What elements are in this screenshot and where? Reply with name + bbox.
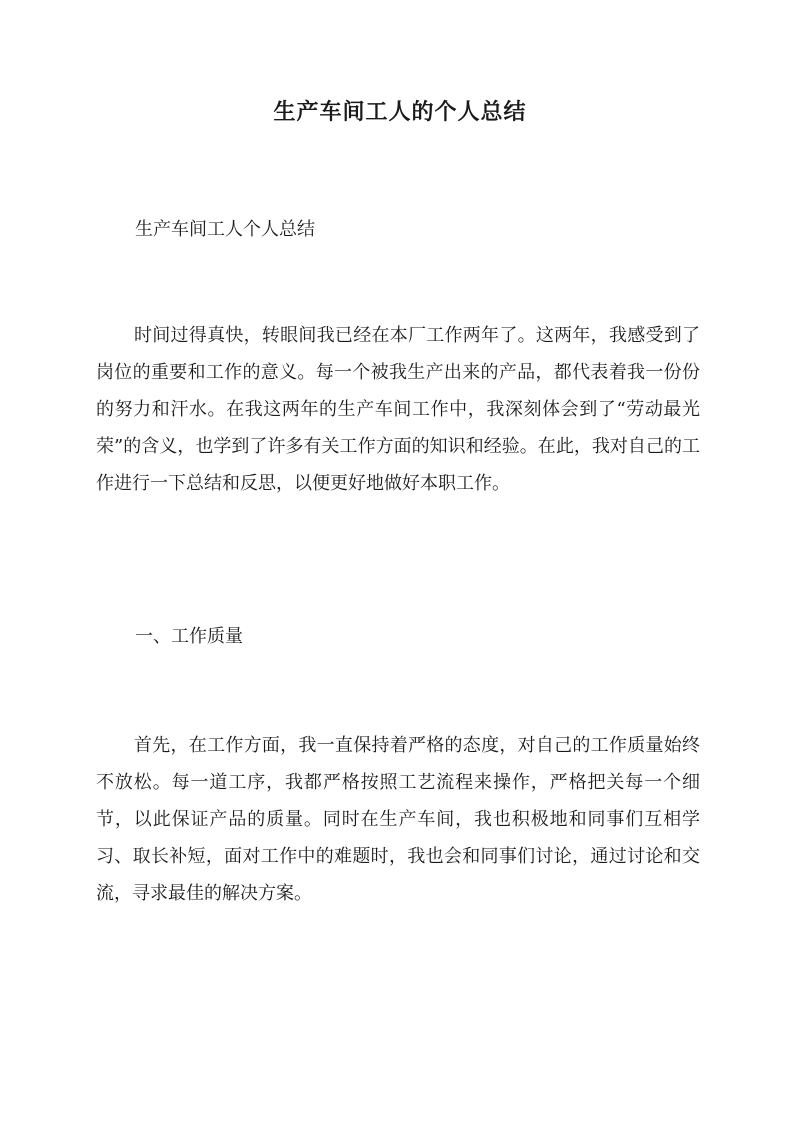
document-title: 生产车间工人的个人总结 bbox=[273, 99, 527, 125]
work-quality-paragraph: 首先，在工作方面，我一直保持着严格的态度，对自己的工作质量始终不放松。每一道工序，我都严格按照工艺流程来操作，严格把关每一个细节，以此保证产品的质量。同时在生产车间，我也积极地和同事们互相学习、取长补短，面对工作中的难题时，我也会和同事们讨论，通过讨论和交流，寻求最佳的解决方案。 bbox=[96, 735, 700, 904]
intro-paragraph: 时间过得真快，转眼间我已经在本厂工作两年了。这两年，我感受到了岗位的重要和工作的意义。每一个被我生产出来的产品，都代表着我一份份的努力和汗水。在我这两年的生产车间工作中，我深刻体会到了“劳动最光荣”的含义，也学到了许多有关工作方面的知识和经验。在此，我对自己的工作进行一下总结和反思，以便更好地做好本职工作。 bbox=[96, 325, 700, 494]
section-heading-work-quality: 一、工作质量 bbox=[135, 626, 243, 647]
document-subtitle: 生产车间工人个人总结 bbox=[135, 219, 315, 240]
